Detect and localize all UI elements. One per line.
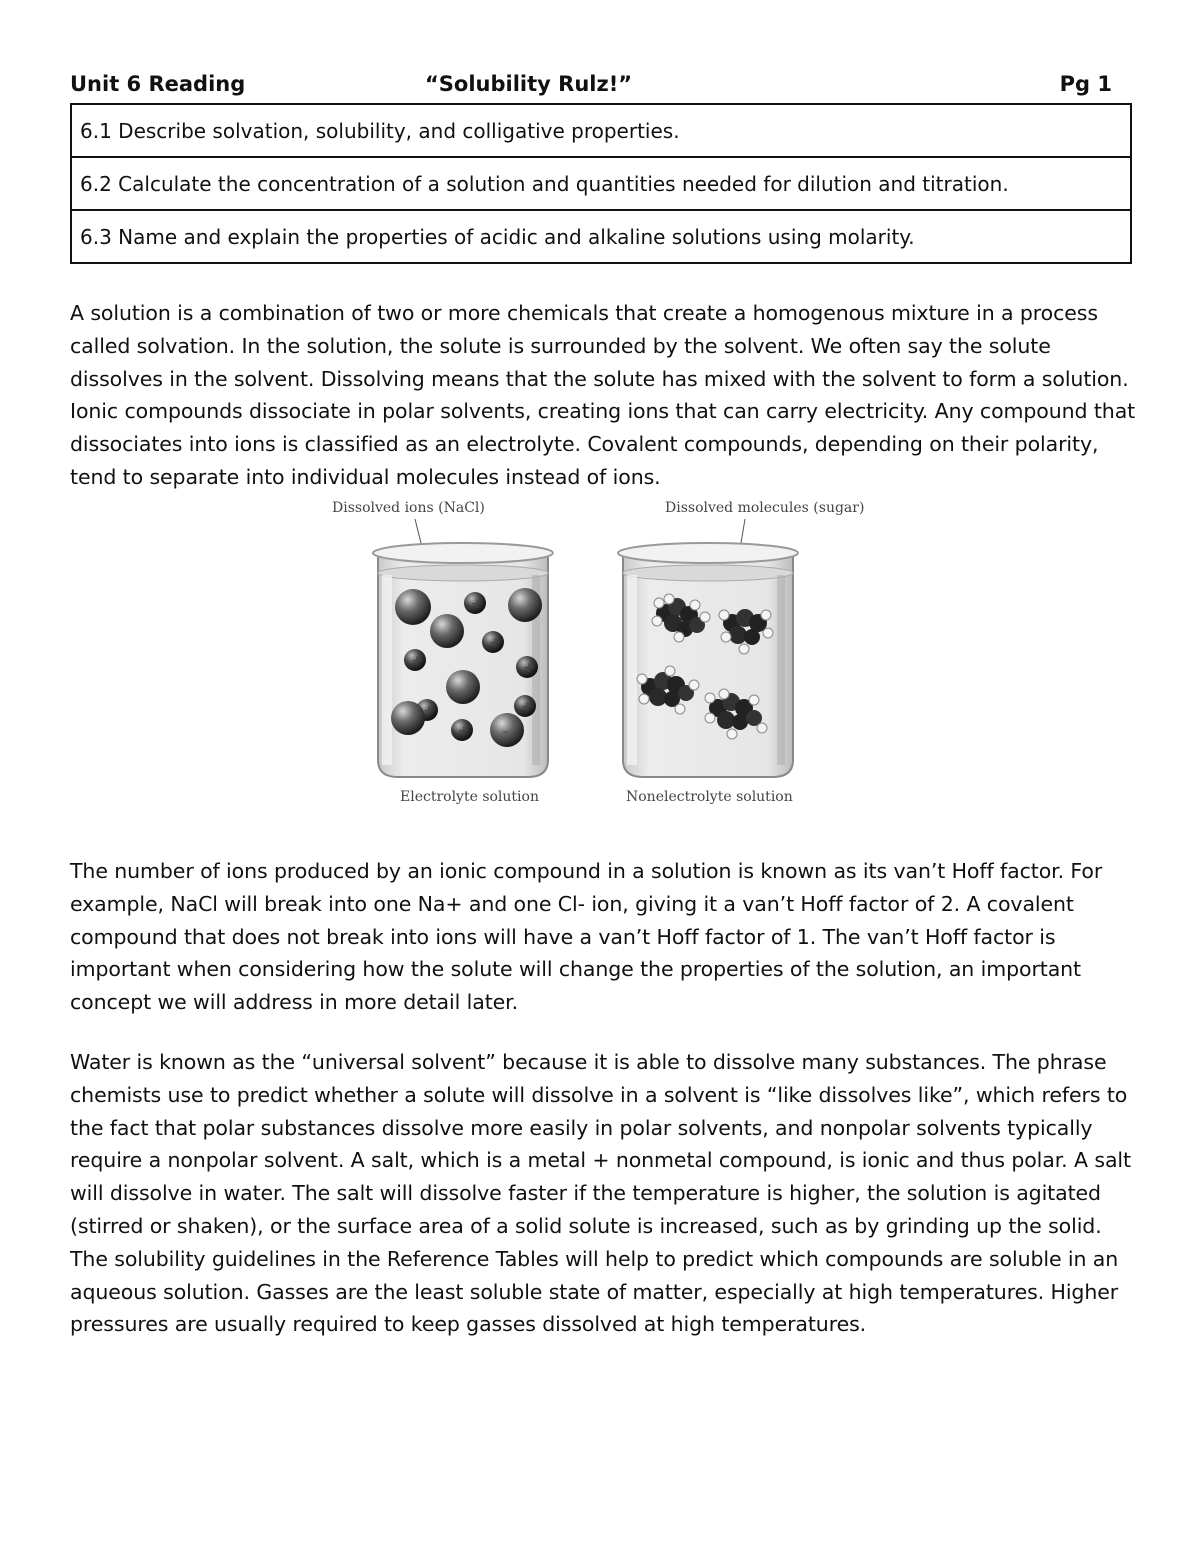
unit-title: Unit 6 Reading bbox=[70, 72, 246, 96]
label-electrolyte-solution: Electrolyte solution bbox=[400, 789, 539, 805]
ion-charge-plus: + bbox=[521, 699, 533, 715]
reading-title: “Solubility Rulz!” bbox=[425, 72, 633, 96]
label-dissolved-molecules: Dissolved molecules (sugar) bbox=[665, 500, 865, 516]
ion-charge-plus: + bbox=[471, 596, 483, 612]
beakers-figure bbox=[320, 495, 880, 815]
ion-charge-plus: + bbox=[489, 635, 501, 651]
paragraph-universal-solvent: Water is known as the “universal solvent” because it is able to dissolve many substances. The phrase chemists use to predict whether a solute will dissolve in a solvent is “like dissolves like”, which refers to the fact that polar substances dissolve more easily in polar solvents, and nonpolar solvents typically require a nonpolar solvent. A salt, which is a metal + nonmetal compound, is ionic and thus polar. A salt will dissolve in water. The salt will dissolve faster if the temperature is higher, the solution is agitated (stirred or shaken), or the surface area of a solid solute is increased, such as by grinding up the solid. The solubility guidelines in the Reference Tables will help to predict which compounds are soluble in an aqueous solution. Gasses are the least soluble state of matter, especially at high temperatures. Higher pressures are usually required to keep gasses dissolved at high temperatures. bbox=[70, 1050, 1131, 1337]
page-header bbox=[70, 72, 1132, 102]
chloride-ion bbox=[391, 701, 425, 735]
ion-charge-plus: + bbox=[458, 723, 470, 739]
ion-charge-plus: + bbox=[411, 653, 423, 669]
ion-charge-minus: – bbox=[502, 724, 509, 740]
objective-6-1: 6.1 Describe solvation, solubility, and colligative properties. bbox=[71, 104, 1131, 157]
chloride-ion bbox=[430, 614, 464, 648]
objective-row bbox=[71, 104, 1131, 157]
chloride-ion bbox=[395, 589, 431, 625]
chloride-ion bbox=[508, 588, 542, 622]
nonelectrolyte-beaker bbox=[618, 543, 798, 777]
beakers-illustration bbox=[320, 495, 880, 815]
paragraph-solvation: A solution is a combination of two or more chemicals that create a homogenous mixture in a process called solvation. In the solution, the solute is surrounded by the solvent. We often say the solute dissolves in the solvent. Dissolving means that the solute has mixed with the solvent to form a solution. Ionic compounds dissociate in polar solvents, creating ions that can carry electricity. Any compound that dissociates into ions is classified as an electrolyte. Covalent compounds, depending on their polarity, tend to separate into individual molecules instead of ions. bbox=[70, 301, 1136, 489]
page-number: Pg 1 bbox=[1059, 72, 1112, 96]
objective-row bbox=[71, 157, 1131, 210]
objective-6-3: 6.3 Name and explain the properties of acidic and alkaline solutions using molarity. bbox=[71, 210, 1131, 263]
paragraph-vant-hoff: The number of ions produced by an ionic compound in a solution is known as its van’t Hoff factor. For example, NaCl will break into one Na+ and one Cl- ion, giving it a van’t Hoff factor of 2. A covalent compound that does not break into ions will have a van’t Hoff factor of 1. The van’t Hoff factor is important when considering how the solute will change the properties of the solution, an important concept we will address in more detail later. bbox=[70, 859, 1103, 1015]
chloride-ion bbox=[446, 670, 480, 704]
ion-charge-plus: + bbox=[523, 660, 535, 676]
label-nonelectrolyte-solution: Nonelectrolyte solution bbox=[626, 789, 793, 805]
label-dissolved-ions: Dissolved ions (NaCl) bbox=[332, 500, 485, 516]
objective-6-2: 6.2 Calculate the concentration of a solution and quantities needed for dilution and titration. bbox=[71, 157, 1131, 210]
ion-charge-plus: + bbox=[423, 703, 435, 719]
objective-row bbox=[71, 210, 1131, 263]
objectives-table bbox=[70, 103, 1132, 264]
